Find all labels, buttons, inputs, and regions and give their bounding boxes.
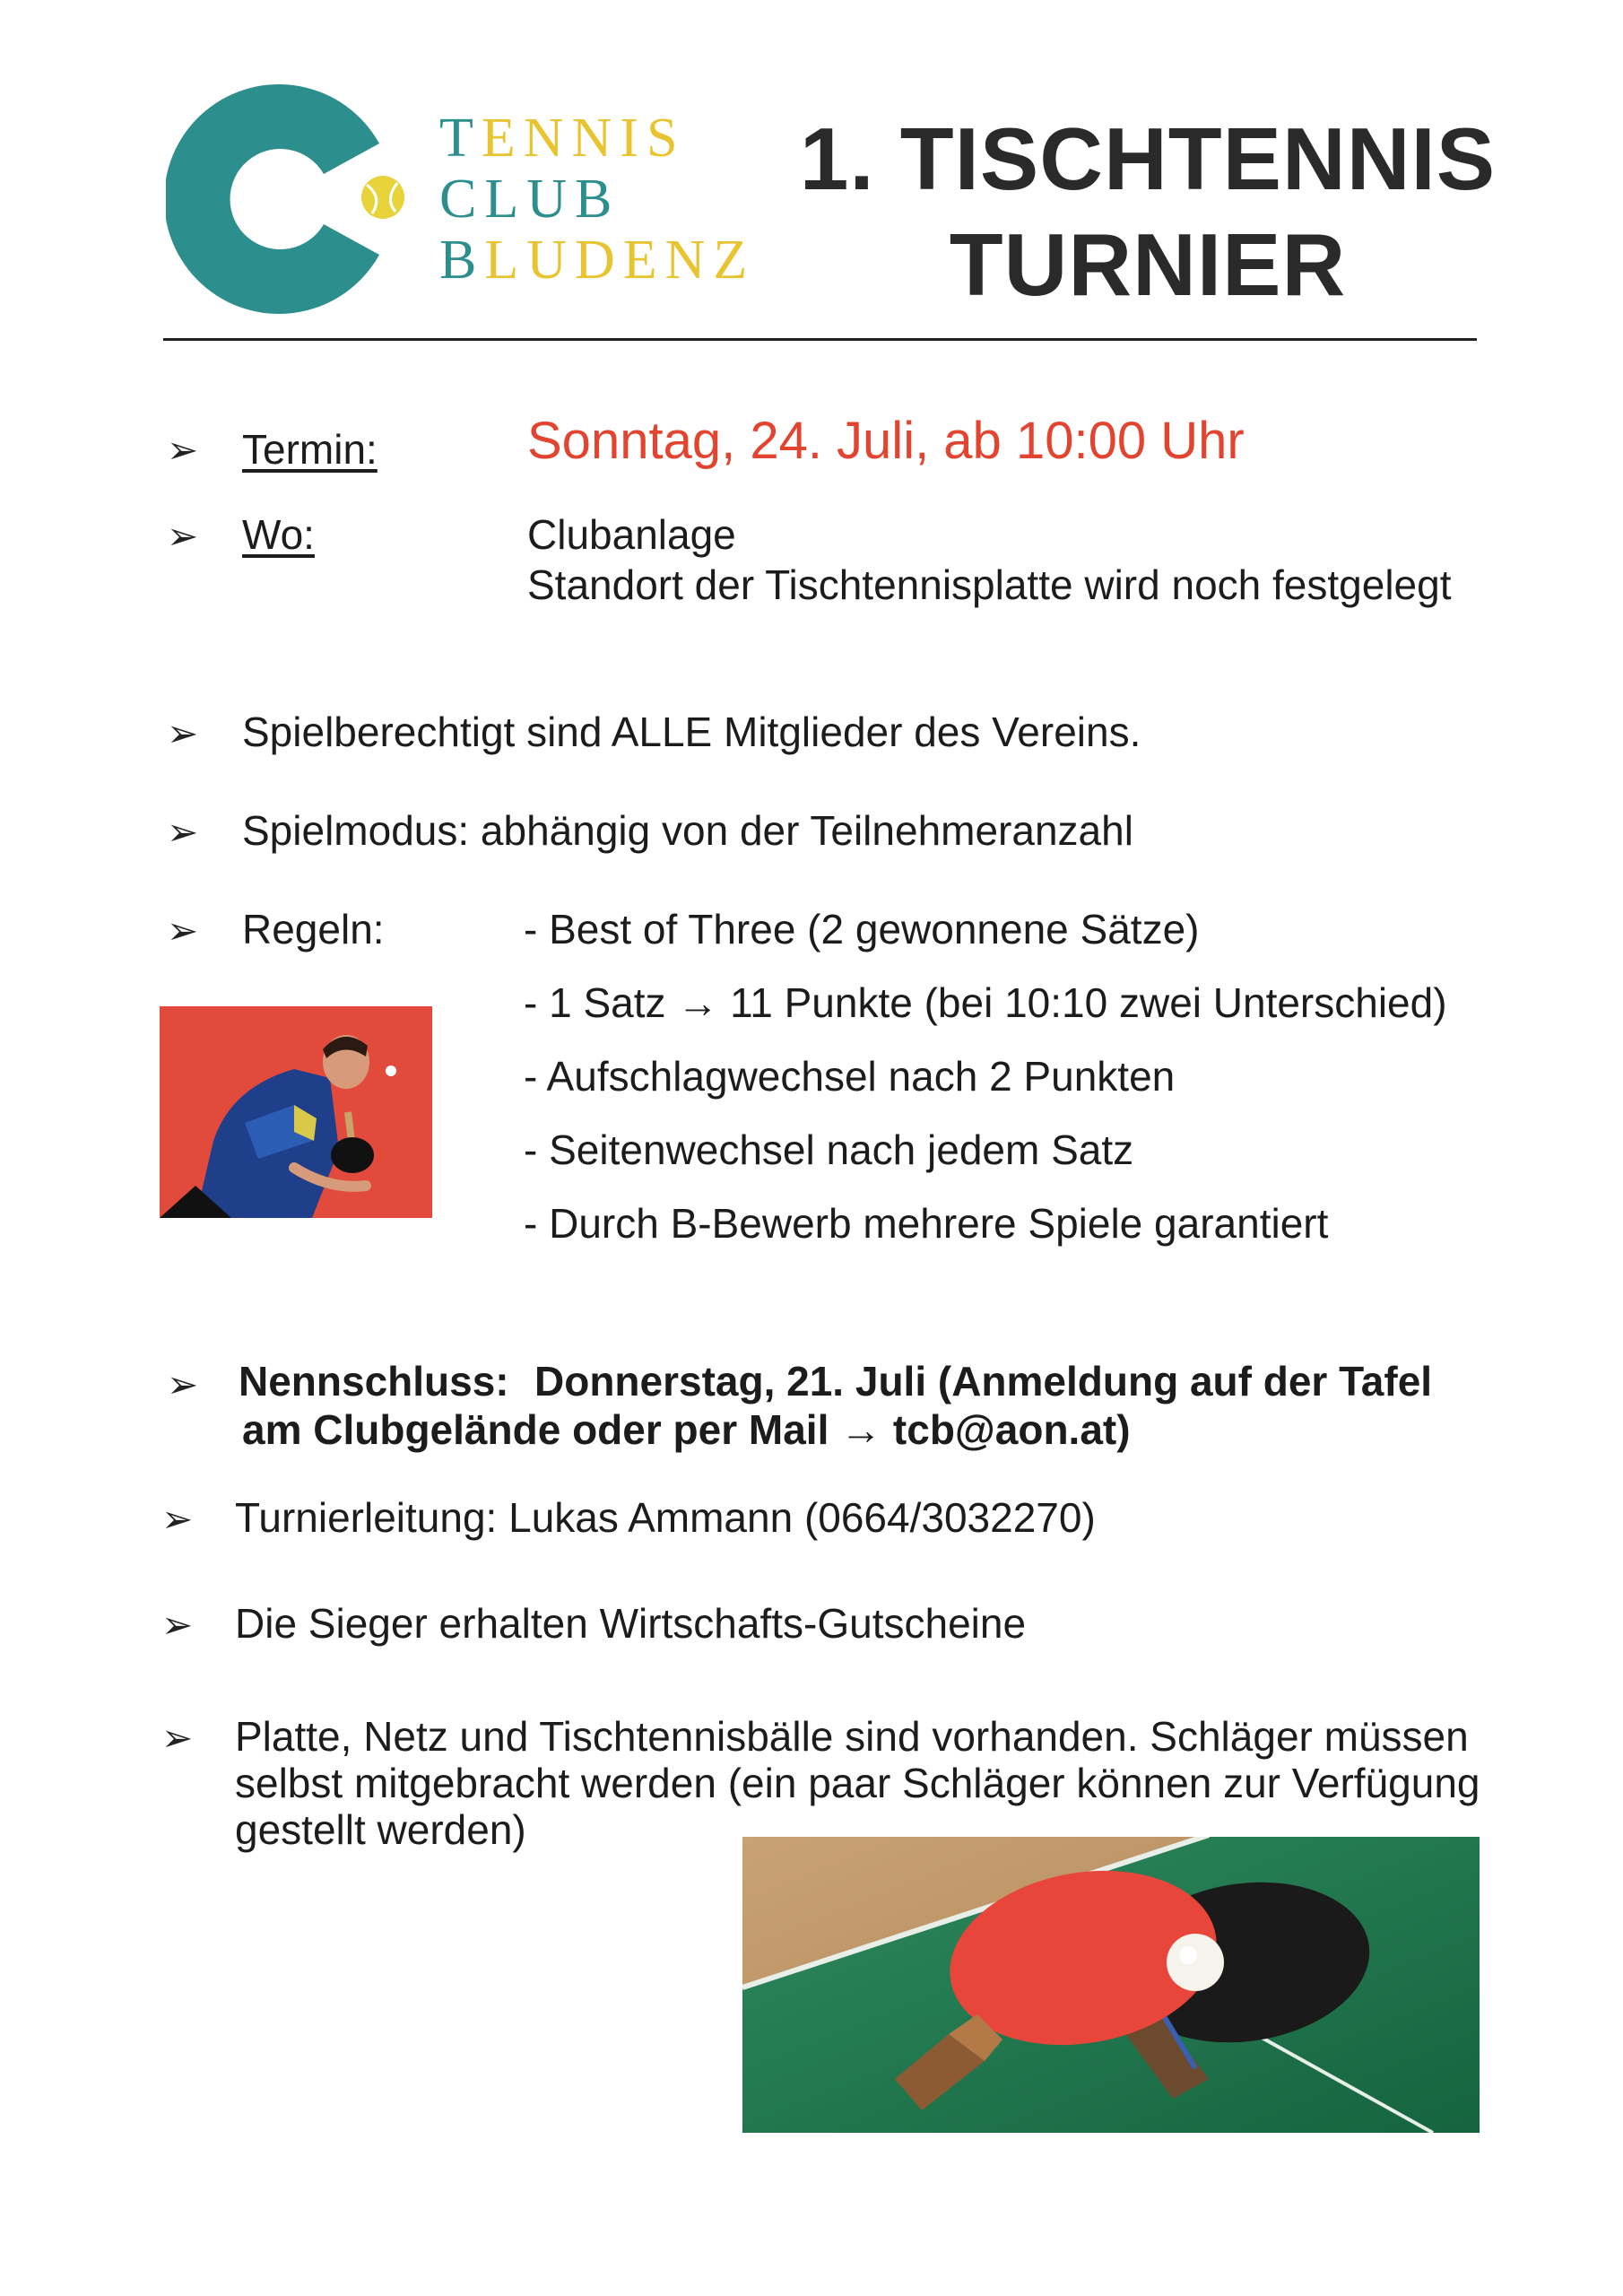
rule-item: - 1 Satz → 11 Punkte (bei 10:10 zwei Unterschied) (524, 979, 1447, 1026)
rule-item: - Aufschlagwechsel nach 2 Punkten (524, 1053, 1176, 1100)
nennschluss-label: Nennschluss: (239, 1358, 509, 1405)
paddles-photo (742, 1837, 1480, 2133)
rule-item: - Seitenwechsel nach jedem Satz (524, 1126, 1134, 1173)
sieger-text: Die Sieger erhalten Wirtschafts-Gutscheine (235, 1600, 1027, 1647)
bullet-arrow-icon: ➢ (167, 712, 199, 754)
logo-line-3: BLUDENZ (439, 230, 756, 291)
paddles-illustration-icon (742, 1837, 1480, 2133)
spielberechtigt-text: Spielberechtigt sind ALLE Mitglieder des Vereins. (242, 709, 1141, 755)
wo-line-1: Clubanlage (527, 511, 736, 558)
termin-label: Termin: (242, 426, 378, 473)
platte-line-3: gestellt werden) (235, 1806, 526, 1853)
platte-line-1: Platte, Netz und Tischtennisbälle sind vorhanden. Schläger müssen (235, 1713, 1469, 1760)
player-illustration-icon (160, 1006, 432, 1218)
bullet-arrow-icon: ➢ (161, 1717, 194, 1759)
logo-text (439, 108, 755, 291)
spielmodus-text: Spielmodus: abhängig von der Teilnehmeranzahl (242, 807, 1133, 854)
logo-line-1: TENNIS (439, 108, 686, 169)
title-line-1: 1. TISCHTENNIS (799, 109, 1497, 208)
bullet-arrow-icon: ➢ (167, 811, 199, 853)
header-divider (163, 338, 1477, 341)
page-title (762, 106, 1533, 317)
player-photo (160, 1006, 432, 1218)
bullet-arrow-icon: ➢ (167, 515, 199, 557)
bullet-arrow-icon: ➢ (167, 1363, 199, 1405)
club-logo-icon (166, 74, 417, 325)
turnierleitung-text: Turnierleitung: Lukas Ammann (0664/3032270) (235, 1494, 1096, 1541)
bullet-arrow-icon: ➢ (167, 909, 199, 952)
nennschluss-line-2: am Clubgelände oder per Mail → tcb@aon.at) (242, 1406, 1131, 1453)
nennschluss-line-1: Donnerstag, 21. Juli (Anmeldung auf der Tafel (534, 1358, 1433, 1405)
logo-line-2: CLUB (439, 169, 621, 230)
bullet-arrow-icon: ➢ (161, 1604, 194, 1646)
platte-line-2: selbst mitgebracht werden (ein paar Schläger können zur Verfügung (235, 1760, 1480, 1806)
bullet-arrow-icon: ➢ (161, 1498, 194, 1540)
bullet-arrow-icon: ➢ (167, 429, 199, 471)
rule-item: - Best of Three (2 gewonnene Sätze) (524, 906, 1200, 952)
wo-label: Wo: (242, 511, 315, 558)
termin-value: Sonntag, 24. Juli, ab 10:00 Uhr (527, 412, 1245, 470)
rule-item: - Durch B-Bewerb mehrere Spiele garantiert (524, 1200, 1329, 1247)
regeln-label: Regeln: (242, 906, 385, 952)
title-line-2: TURNIER (949, 215, 1347, 314)
wo-line-2: Standort der Tischtennisplatte wird noch festgelegt (527, 561, 1452, 608)
